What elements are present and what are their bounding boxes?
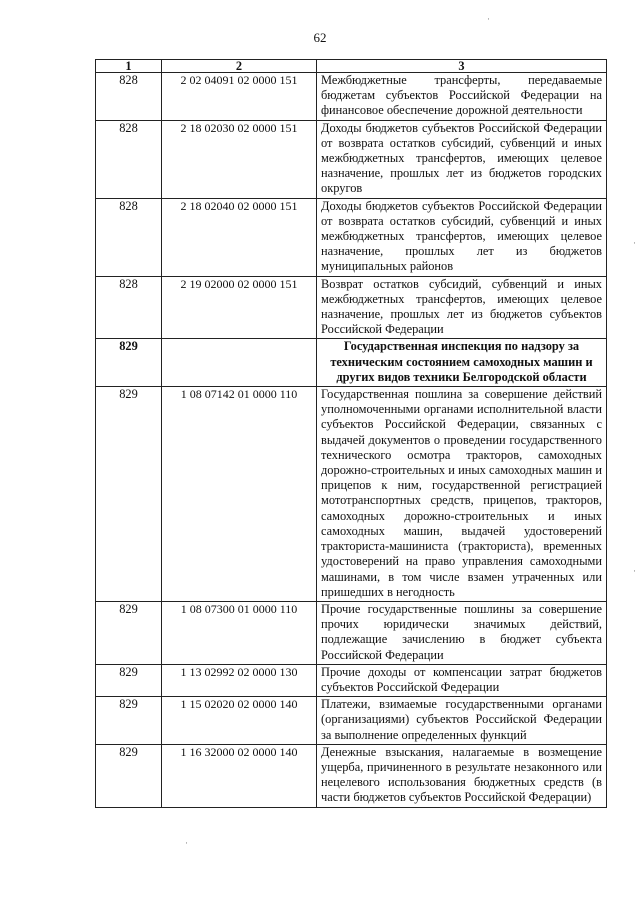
- column-header: 2: [162, 60, 317, 73]
- revenue-code-cell: 1 08 07300 01 0000 110: [162, 601, 317, 664]
- admin-code-cell: 828: [96, 120, 162, 198]
- admin-code-cell: 829: [96, 601, 162, 664]
- table-row: [96, 276, 607, 339]
- revenue-code-cell: 2 02 04091 02 0000 151: [162, 73, 317, 121]
- column-header: 1: [96, 60, 162, 73]
- table-row: [96, 697, 607, 745]
- revenue-code-cell: 2 18 02040 02 0000 151: [162, 198, 317, 276]
- revenue-code-cell: 2 19 02000 02 0000 151: [162, 276, 317, 339]
- revenue-name-cell: Государственная пошлина за совершение действий уполномоченными органами исполнительной власти субъектов Российской Федерации, связанных с выдачей документов о проведении государственного технического осмотра тракторов, самоходных дорожно-строительных и иных самоходных машин и прицепов к ним, государственной регистрацией мототранспортных средств, прицепов, тракторов, самоходных дорожно-строительных и иных самоходных машин, выдачей удостоверений тракториста-машиниста (тракториста), временных удостоверений на право управления самоходными машинами, в том числе взамен утраченных или пришедших в негодность: [317, 387, 607, 602]
- admin-code-cell: 829: [96, 339, 162, 387]
- table-row: [96, 387, 607, 602]
- revenue-name-cell: Денежные взыскания, налагаемые в возмещение ущерба, причиненного в результате незаконного или нецелевого использования бюджетных средств (в части бюджетов субъектов Российской Федерации): [317, 744, 607, 807]
- column-header: 3: [317, 60, 607, 73]
- revenue-name-cell: Платежи, взимаемые государственными органами (организациями) субъектов Российской Федерации за выполнение определенных функций: [317, 697, 607, 745]
- table-row: [96, 744, 607, 807]
- revenue-name-cell: Прочие государственные пошлины за совершение прочих юридически значимых действий, подлежащие зачислению в бюджет субъекта Российской Федерации: [317, 601, 607, 664]
- table-row: [96, 601, 607, 664]
- admin-code-cell: 828: [96, 73, 162, 121]
- revenue-code-cell: 1 13 02992 02 0000 130: [162, 664, 317, 696]
- scan-dot: ·: [633, 566, 636, 576]
- table-row: [96, 120, 607, 198]
- scan-dot: ·: [487, 14, 490, 24]
- revenue-name-cell: Прочие доходы от компенсации затрат бюджетов субъектов Российской Федерации: [317, 664, 607, 696]
- revenue-name-cell: Доходы бюджетов субъектов Российской Федерации от возврата остатков субсидий, субвенций и иных межбюджетных трансфертов, имеющих целевое назначение, прошлых лет из бюджетов городских округов: [317, 120, 607, 198]
- administrator-row: [96, 339, 607, 387]
- table-row: [96, 664, 607, 696]
- revenue-code-cell: 1 08 07142 01 0000 110: [162, 387, 317, 602]
- page-number: 62: [313, 30, 327, 45]
- admin-code-cell: 828: [96, 276, 162, 339]
- revenue-codes-table: [95, 59, 607, 808]
- administrator-name-cell: Государственная инспекция по надзору за техническим состоянием самоходных машин и других видов техники Белгородской области: [317, 339, 607, 387]
- revenue-code-cell: 1 16 32000 02 0000 140: [162, 744, 317, 807]
- revenue-name-cell: Доходы бюджетов субъектов Российской Федерации от возврата остатков субсидий, субвенций и иных межбюджетных трансфертов, имеющих целевое назначение, прошлых лет из бюджетов муниципальных районов: [317, 198, 607, 276]
- admin-code-cell: 829: [96, 664, 162, 696]
- revenue-name-cell: Возврат остатков субсидий, субвенций и иных межбюджетных трансфертов, имеющих целевое назначение, прошлых лет из бюджетов субъектов Российской Федерации: [317, 276, 607, 339]
- admin-code-cell: 828: [96, 198, 162, 276]
- revenue-code-cell: 2 18 02030 02 0000 151: [162, 120, 317, 198]
- table-row: [96, 73, 607, 121]
- table-row: [96, 198, 607, 276]
- scan-dot: ·: [633, 238, 636, 248]
- revenue-code-cell: [162, 339, 317, 387]
- scan-dot: ·: [185, 838, 188, 848]
- revenue-code-cell: 1 15 02020 02 0000 140: [162, 697, 317, 745]
- admin-code-cell: 829: [96, 697, 162, 745]
- admin-code-cell: 829: [96, 387, 162, 602]
- table-header-row: [96, 60, 607, 73]
- admin-code-cell: 829: [96, 744, 162, 807]
- revenue-name-cell: Межбюджетные трансферты, передаваемые бюджетам субъектов Российской Федерации на финансовое обеспечение дорожной деятельности: [317, 73, 607, 121]
